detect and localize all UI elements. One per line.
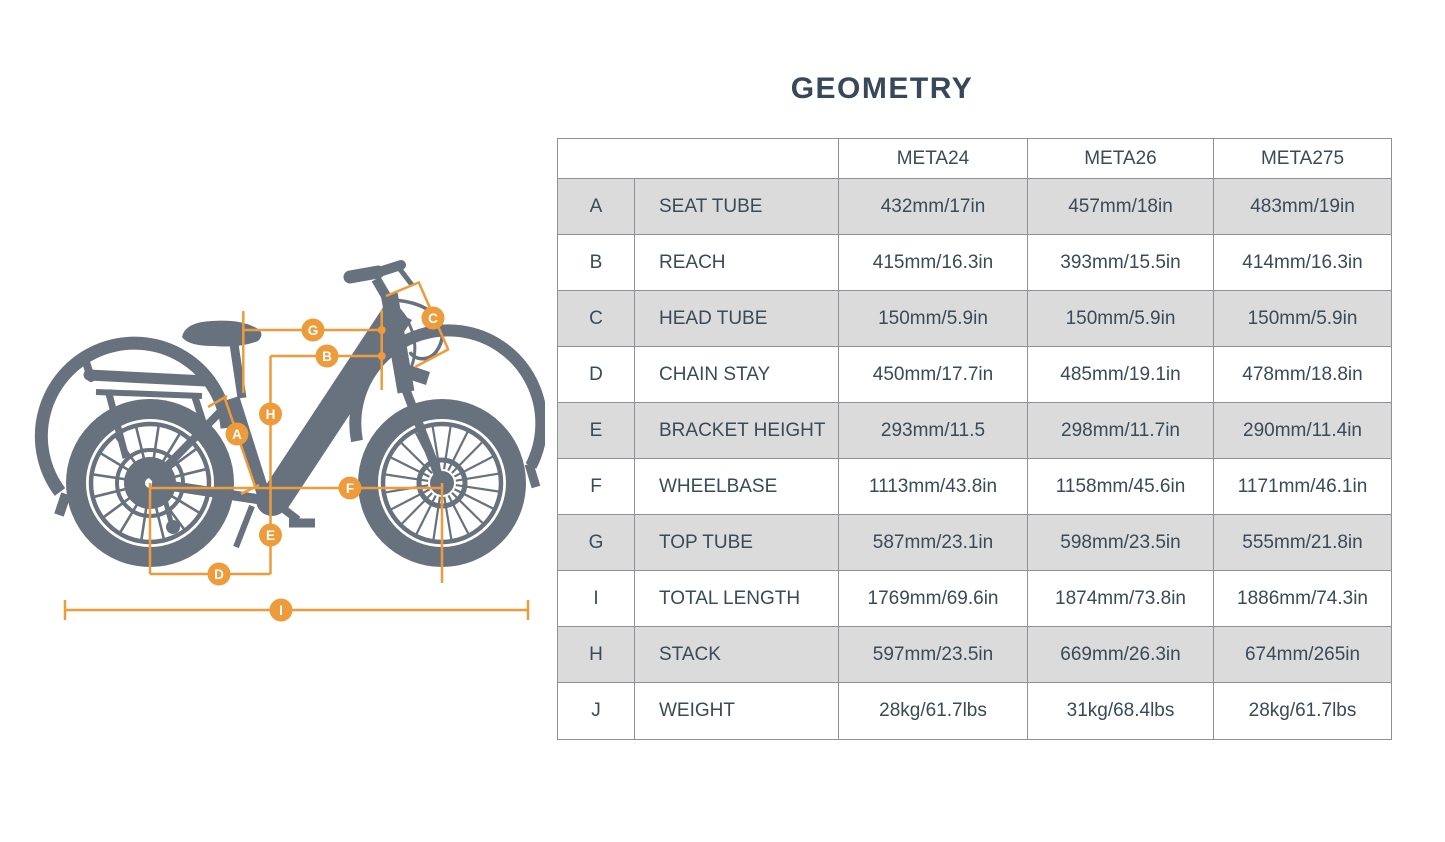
marker-E: [259, 524, 282, 547]
row-value: 457mm/18in: [1028, 179, 1214, 235]
row-value: 393mm/15.5in: [1028, 235, 1214, 291]
row-letter: E: [558, 403, 635, 459]
row-letter: I: [558, 571, 635, 627]
table-row: [558, 403, 1391, 459]
row-name: BRACKET HEIGHT: [635, 403, 839, 459]
row-letter: H: [558, 627, 635, 683]
stem: [376, 279, 386, 296]
seat-post: [234, 344, 242, 398]
row-value: 290mm/11.4in: [1214, 403, 1391, 459]
svg-text:H: H: [265, 406, 276, 422]
row-value: 597mm/23.5in: [839, 627, 1028, 683]
row-value: 1769mm/69.6in: [839, 571, 1028, 627]
row-value: 1158mm/45.6in: [1028, 459, 1214, 515]
marker-A: [226, 423, 249, 446]
row-value: 587mm/23.1in: [839, 515, 1028, 571]
row-name: WHEELBASE: [635, 459, 839, 515]
table-row: [558, 347, 1391, 403]
marker-C: [422, 307, 445, 330]
row-letter: J: [558, 683, 635, 739]
marker-G: [302, 319, 325, 342]
row-value: 31kg/68.4lbs: [1028, 683, 1214, 739]
marker-I: [270, 599, 293, 622]
brake-lever: [399, 268, 412, 285]
kickstand: [236, 506, 252, 547]
row-letter: G: [558, 515, 635, 571]
table-row: [558, 683, 1391, 739]
row-letter: C: [558, 291, 635, 347]
row-value: 1886mm/74.3in: [1214, 571, 1391, 627]
rear-mudflap: [59, 494, 66, 515]
row-name: WEIGHT: [635, 683, 839, 739]
saddle: [182, 321, 262, 347]
svg-text:E: E: [265, 527, 276, 543]
row-value: 485mm/19.1in: [1028, 347, 1214, 403]
svg-text:I: I: [279, 602, 283, 618]
row-name: HEAD TUBE: [635, 291, 839, 347]
row-letter: A: [558, 179, 635, 235]
geometry-table-body: [558, 179, 1391, 739]
row-value: 415mm/16.3in: [839, 235, 1028, 291]
row-value: 478mm/18.8in: [1214, 347, 1391, 403]
row-name: TOP TUBE: [635, 515, 839, 571]
table-row: [558, 515, 1391, 571]
marker-D: [208, 563, 231, 586]
table-row: [558, 179, 1391, 235]
row-name: REACH: [635, 235, 839, 291]
page-title: GEOMETRY: [790, 72, 974, 105]
row-letter: D: [558, 347, 635, 403]
row-name: STACK: [635, 627, 839, 683]
table-row: [558, 459, 1391, 515]
row-value: 1113mm/43.8in: [839, 459, 1028, 515]
svg-text:A: A: [232, 426, 242, 442]
row-value: 1171mm/46.1in: [1214, 459, 1391, 515]
row-letter: F: [558, 459, 635, 515]
table-row: [558, 571, 1391, 627]
svg-text:C: C: [428, 310, 438, 326]
row-name: TOTAL LENGTH: [635, 571, 839, 627]
marker-H: [259, 403, 282, 426]
row-letter: B: [558, 235, 635, 291]
row-value: 1874mm/73.8in: [1028, 571, 1214, 627]
row-value: 450mm/17.7in: [839, 347, 1028, 403]
row-value: 150mm/5.9in: [1028, 291, 1214, 347]
table-row: [558, 627, 1391, 683]
row-value: 669mm/26.3in: [1028, 627, 1214, 683]
svg-text:G: G: [307, 322, 319, 338]
row-value: 298mm/11.7in: [1028, 403, 1214, 459]
row-value: 28kg/61.7lbs: [1248, 700, 1357, 721]
svg-text:B: B: [322, 348, 332, 364]
table-row: [558, 235, 1391, 291]
geometry-table-header: [558, 139, 1391, 179]
header-col-meta275: META275: [1214, 139, 1391, 179]
row-value: 28kg/61.7lbs: [839, 683, 1028, 739]
row-value: 674mm/265in: [1214, 627, 1391, 683]
marker-F: [339, 477, 362, 500]
marker-B: [316, 345, 339, 368]
svg-text:F: F: [345, 480, 355, 496]
row-value: 598mm/23.5in: [1028, 515, 1214, 571]
row-value: 555mm/21.8in: [1214, 515, 1391, 571]
row-value: 150mm/5.9in: [839, 291, 1028, 347]
row-value: 293mm/11.5: [839, 403, 1028, 459]
row-name: CHAIN STAY: [635, 347, 839, 403]
row-value: 483mm/19in: [1214, 179, 1391, 235]
row-value: 414mm/16.3in: [1214, 235, 1391, 291]
bike-geometry-diagram: [30, 253, 545, 625]
header-blank-cell: [558, 139, 839, 179]
row-value: 432mm/17in: [839, 179, 1028, 235]
row-name: SEAT TUBE: [635, 179, 839, 235]
row-value: 150mm/5.9in: [1214, 291, 1391, 347]
header-col-meta26: META26: [1028, 139, 1214, 179]
header-col-meta24: META24: [839, 139, 1028, 179]
geometry-table: [557, 138, 1392, 740]
table-row: [558, 291, 1391, 347]
svg-text:D: D: [214, 566, 224, 582]
